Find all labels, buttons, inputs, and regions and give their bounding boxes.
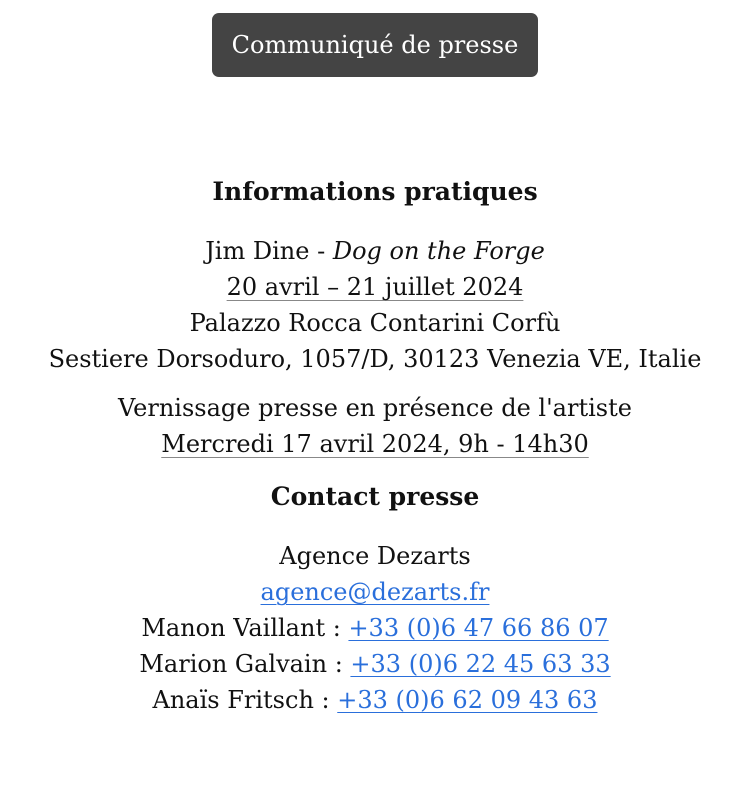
contact-person-row <box>0 646 750 682</box>
contact-phone-link[interactable]: +33 (0)6 22 45 63 33 <box>350 650 611 678</box>
press-preview-datetime-line <box>0 426 750 462</box>
contact-person-name: Anaïs Fritsch : <box>152 686 338 714</box>
agency-email-line <box>0 574 750 610</box>
practical-info-heading: Informations pratiques <box>212 177 538 206</box>
venue-name: Palazzo Rocca Contarini Corfù <box>189 309 561 337</box>
exhibition-title-line <box>0 233 750 269</box>
contact-phone-link[interactable]: +33 (0)6 62 09 43 63 <box>337 686 598 714</box>
artist-name: Jim Dine - <box>205 237 333 265</box>
contact-person-name: Manon Vaillant : <box>141 614 349 642</box>
press-release-button-wrap <box>0 0 750 77</box>
venue-address: Sestiere Dorsoduro, 1057/D, 30123 Venezia VE, Italie <box>48 345 702 373</box>
exhibition-info <box>0 233 750 377</box>
agency-email-link[interactable]: agence@dezarts.fr <box>260 578 490 606</box>
press-preview-datetime: Mercredi 17 avril 2024, 9h - 14h30 <box>161 430 589 458</box>
exhibition-dates: 20 avril – 21 juillet 2024 <box>226 273 524 301</box>
agency-name: Agence Dezarts <box>279 542 471 570</box>
exhibition-title: Dog on the Forge <box>332 237 545 265</box>
press-preview-info <box>0 390 750 462</box>
exhibition-dates-line <box>0 269 750 305</box>
press-contact-heading: Contact presse <box>270 482 480 511</box>
press-release-button[interactable]: Communiqué de presse <box>212 13 539 77</box>
contact-person-row <box>0 610 750 646</box>
contact-person-row <box>0 682 750 718</box>
press-contact-info <box>0 538 750 718</box>
press-preview-label: Vernissage presse en présence de l'artiste <box>118 394 632 422</box>
contact-phone-link[interactable]: +33 (0)6 47 66 86 07 <box>348 614 609 642</box>
contact-person-name: Marion Galvain : <box>139 650 351 678</box>
